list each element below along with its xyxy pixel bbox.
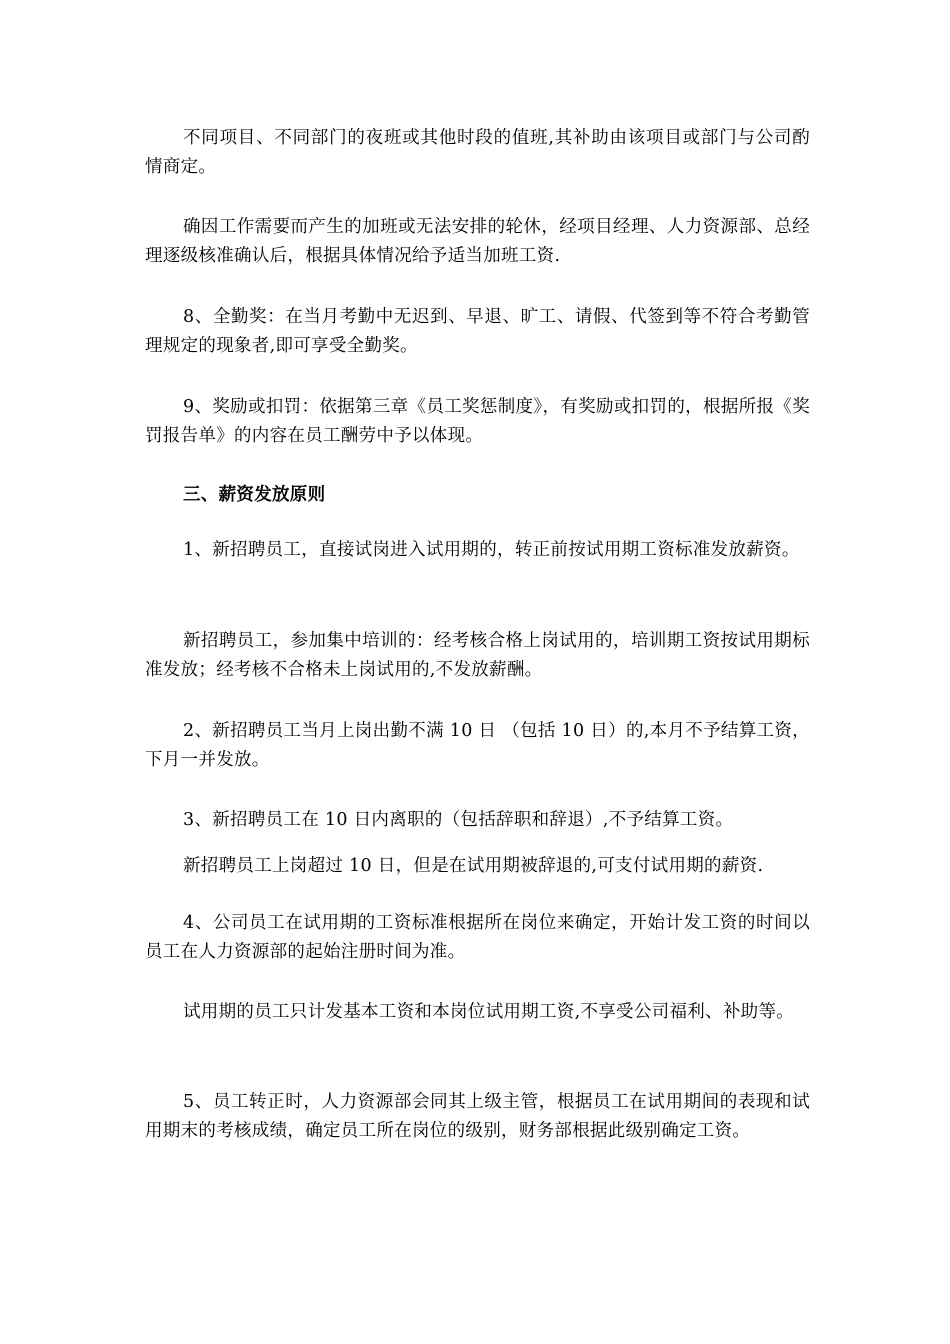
section-heading-salary-principles: 三、薪资发放原则: [183, 485, 326, 505]
paragraph-attendance-bonus: 8、全勤奖：在当月考勤中无迟到、早退、旷工、请假、代签到等不符合考勤管理规定的现象者,即可享受全勤奖。: [145, 307, 810, 356]
paragraph-new-hire-training: 新招聘员工，参加集中培训的：经考核合格上岗试用的，培训期工资按试用期标准发放；经考核不合格未上岗试用的,不发放薪酬。: [145, 631, 810, 680]
paragraph-attendance-under-10-days: 2、新招聘员工当月上岗出勤不满 10 日 （包括 10 日）的,本月不予结算工资，下月一并发放。: [145, 721, 810, 770]
paragraph-regularization: 5、员工转正时，人力资源部会同其上级主管，根据员工在试用期间的表现和试用期末的考核成绩，确定员工所在岗位的级别，财务部根据此级别确定工资。: [145, 1092, 810, 1141]
paragraph-night-shift-subsidy: 不同项目、不同部门的夜班或其他时段的值班,其补助由该项目或部门与公司酌情商定。: [145, 128, 810, 177]
paragraph-dismissed-in-probation: 新招聘员工上岗超过 10 日，但是在试用期被辞退的,可支付试用期的薪资.: [183, 856, 764, 876]
paragraph-new-hire-probation: 1、新招聘员工，直接试岗进入试用期的，转正前按试用期工资标准发放薪资。: [183, 540, 800, 560]
paragraph-probation-pay-standard: 4、公司员工在试用期的工资标准根据所在岗位来确定，开始计发工资的时间以员工在人力资源部的起始注册时间为准。: [145, 913, 810, 962]
paragraph-reward-penalty: 9、奖励或扣罚：依据第三章《员工奖惩制度》，有奖励或扣罚的，根据所报《奖罚报告单》的内容在员工酬劳中予以体现。: [145, 397, 810, 446]
paragraph-leave-within-10-days: 3、新招聘员工在 10 日内离职的（包括辞职和辞退）,不予结算工资。: [183, 810, 734, 830]
paragraph-probation-benefits: 试用期的员工只计发基本工资和本岗位试用期工资,不享受公司福利、补助等。: [183, 1002, 795, 1022]
paragraph-overtime-pay: 确因工作需要而产生的加班或无法安排的轮休，经项目经理、人力资源部、总经理逐级核准确认后，根据具体情况给予适当加班工资.: [145, 217, 810, 266]
